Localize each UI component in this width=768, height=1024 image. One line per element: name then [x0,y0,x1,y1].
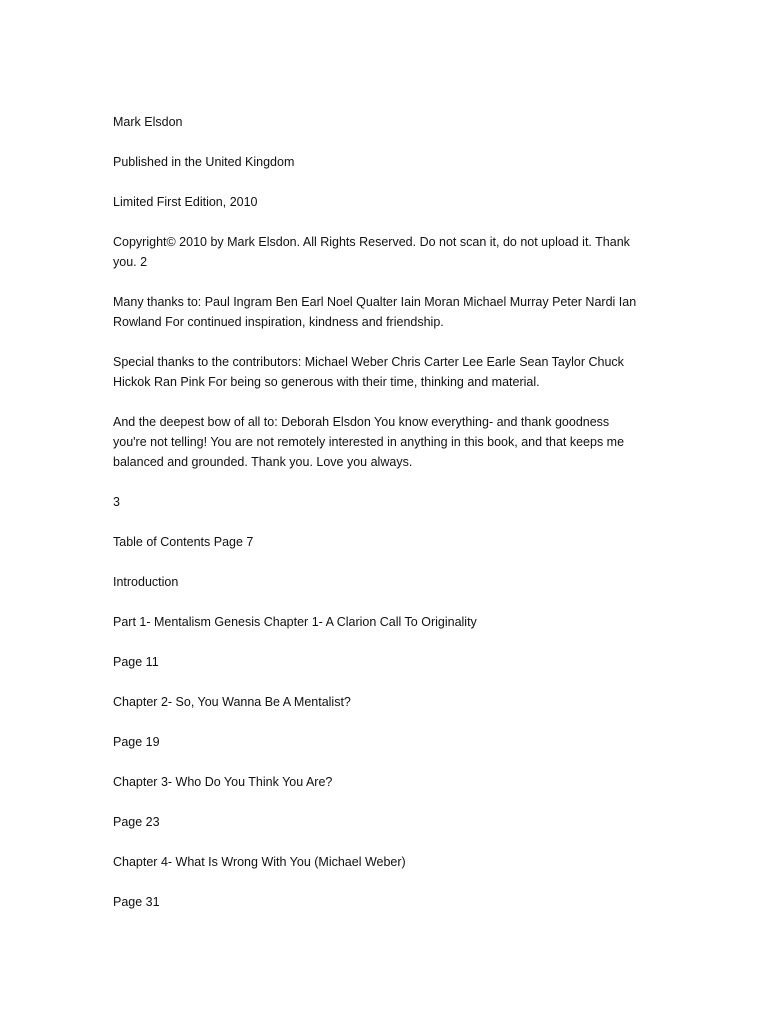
author-name: Mark Elsdon [113,115,183,129]
toc-heading: Table of Contents Page 7 [113,535,254,549]
copyright-notice: Copyright© 2010 by Mark Elsdon. All Rights Reserved. Do not scan it, do not upload it. Thank you. 2 [113,235,630,269]
toc-entry: Chapter 3- Who Do You Think You Are? [113,775,333,789]
toc-entry: Page 23 [113,815,160,829]
toc-entry: Chapter 4- What Is Wrong With You (Michael Weber) [113,855,406,869]
special-acknowledgements: Special thanks to the contributors: Michael Weber Chris Carter Lee Earle Sean Taylor Chuck Hickok Ran Pink For being so generous with their time, thinking and material. [113,355,624,389]
dedication: And the deepest bow of all to: Deborah Elsdon You know everything- and thank goodness you're not telling! You are not remotely interested in anything in this book, and that keeps me balanced and grounded. Thank you. Love you always. [113,415,625,469]
toc-entry: Part 1- Mentalism Genesis Chapter 1- A Clarion Call To Originality [113,615,477,629]
toc-entry: Page 31 [113,895,160,909]
toc-entry: Introduction [113,575,179,589]
document-body [113,112,643,932]
edition-line: Limited First Edition, 2010 [113,195,258,209]
toc-entry: Page 11 [113,655,159,669]
publication-line: Published in the United Kingdom [113,155,295,169]
page-marker: 3 [113,495,120,509]
toc-entry: Page 19 [113,735,160,749]
toc-entry: Chapter 2- So, You Wanna Be A Mentalist? [113,695,351,709]
acknowledgements: Many thanks to: Paul Ingram Ben Earl Noel Qualter Iain Moran Michael Murray Peter Nardi Ian Rowland For continued inspiration, kindness and friendship. [113,295,637,329]
